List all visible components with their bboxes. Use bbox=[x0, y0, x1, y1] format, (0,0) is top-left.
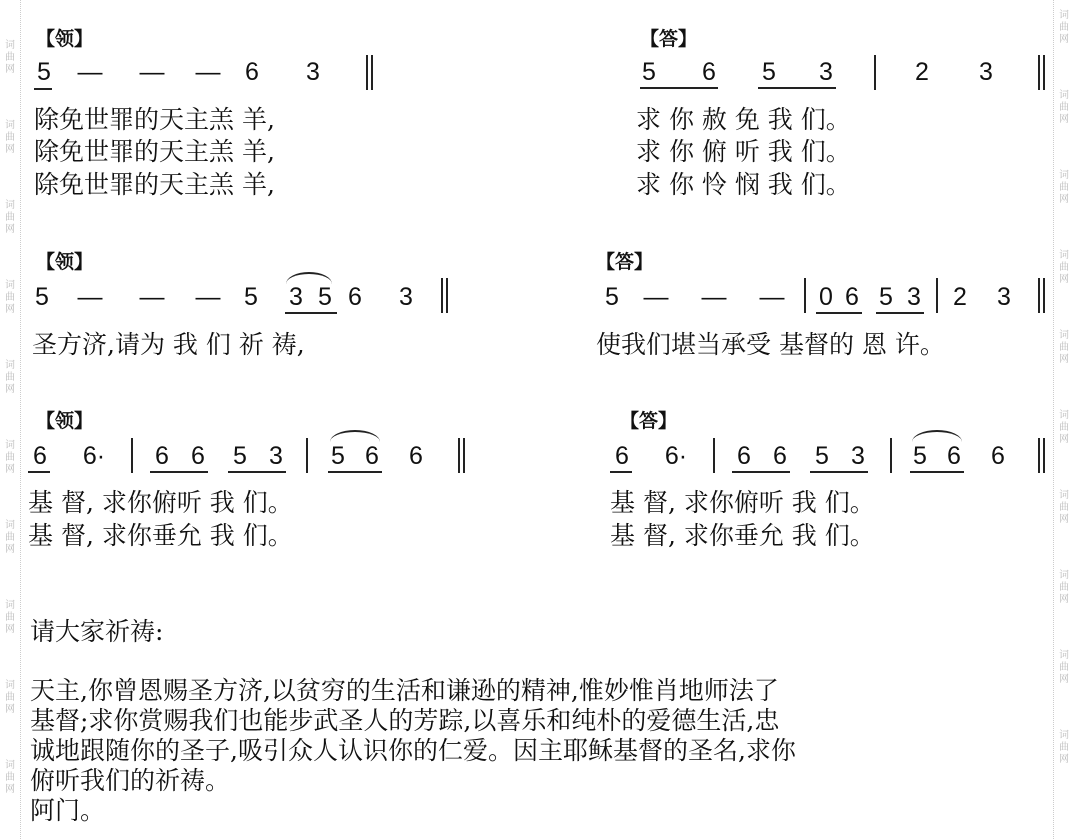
underline bbox=[34, 88, 52, 90]
note: 3 bbox=[997, 283, 1011, 311]
double-barline bbox=[366, 55, 373, 90]
slur bbox=[912, 430, 962, 442]
note: 3 bbox=[819, 58, 833, 86]
underline bbox=[732, 471, 790, 473]
watermark: 词曲网 bbox=[5, 760, 15, 795]
underline bbox=[610, 471, 632, 473]
barline bbox=[306, 438, 308, 473]
note: 5 bbox=[331, 442, 345, 470]
note: 5 bbox=[233, 442, 247, 470]
barline bbox=[874, 55, 876, 90]
double-barline bbox=[458, 438, 465, 473]
lead-lyric-line: 除免世罪的天主羔 羊, bbox=[34, 137, 275, 166]
note: 0 bbox=[819, 283, 833, 311]
answer-label: 【答】 bbox=[640, 28, 698, 50]
watermark: 词曲网 bbox=[1059, 650, 1069, 685]
note: 5 bbox=[815, 442, 829, 470]
underline bbox=[758, 87, 836, 89]
prayer-line: 天主,你曾恩赐圣方济,以贫穷的生活和谦逊的精神,惟妙惟肖地师法了 bbox=[30, 676, 779, 705]
double-barline bbox=[1038, 55, 1045, 90]
lead-label: 【领】 bbox=[36, 251, 94, 273]
note: 3 bbox=[979, 58, 993, 86]
double-barline bbox=[1038, 278, 1045, 313]
note: 6 bbox=[947, 442, 961, 470]
answer-lyric-line: 求 你 俯 听 我 们。 bbox=[636, 137, 851, 166]
note: 6 bbox=[773, 442, 787, 470]
note: 3 bbox=[399, 283, 413, 311]
note: 2 bbox=[915, 58, 929, 86]
watermark: 词曲网 bbox=[5, 40, 15, 75]
note: 3 bbox=[907, 283, 921, 311]
note: 5 bbox=[762, 58, 776, 86]
note: 6 bbox=[409, 442, 423, 470]
double-barline bbox=[441, 278, 448, 313]
answer-label: 【答】 bbox=[620, 410, 678, 432]
lead-lyric-line: 除免世罪的天主羔 羊, bbox=[34, 105, 275, 134]
watermark: 词曲网 bbox=[5, 440, 15, 475]
watermark: 词曲网 bbox=[1059, 490, 1069, 525]
note: 3 bbox=[269, 442, 283, 470]
slur bbox=[330, 430, 380, 442]
note: 5 bbox=[318, 283, 332, 311]
prayer-line: 俯听我们的祈祷。 bbox=[30, 766, 231, 795]
watermark: 词曲网 bbox=[1059, 10, 1069, 45]
answer-lyric-line: 基 督, 求你垂允 我 们。 bbox=[610, 521, 875, 550]
prayer-line: 阿门。 bbox=[30, 796, 106, 825]
dash: — bbox=[195, 58, 221, 86]
note: 6 bbox=[737, 442, 751, 470]
dash: — bbox=[759, 283, 785, 311]
underline bbox=[28, 471, 50, 473]
lead-lyric-line: 基 督, 求你垂允 我 们。 bbox=[28, 521, 293, 550]
dash: — bbox=[195, 283, 221, 311]
watermark: 词曲网 bbox=[5, 200, 15, 235]
answer-lyric-line: 基 督, 求你俯听 我 们。 bbox=[610, 488, 875, 517]
watermark: 词曲网 bbox=[1059, 250, 1069, 285]
underline bbox=[285, 312, 337, 314]
prayer-heading: 请大家祈祷: bbox=[30, 617, 164, 646]
underline bbox=[810, 471, 868, 473]
barline bbox=[713, 438, 715, 473]
watermark: 词曲网 bbox=[5, 520, 15, 555]
watermark: 词曲网 bbox=[1059, 90, 1069, 125]
note: 5 bbox=[913, 442, 927, 470]
watermark: 词曲网 bbox=[1059, 570, 1069, 605]
underline bbox=[640, 87, 718, 89]
note: 5 bbox=[37, 58, 51, 86]
note: 5 bbox=[879, 283, 893, 311]
answer-lyric-line: 求 你 赦 免 我 们。 bbox=[636, 105, 851, 134]
underline bbox=[150, 471, 208, 473]
note: 5 bbox=[642, 58, 656, 86]
note: 6 bbox=[33, 442, 47, 470]
note: 6 bbox=[365, 442, 379, 470]
note: 3 bbox=[851, 442, 865, 470]
watermark: 词曲网 bbox=[5, 360, 15, 395]
note: 5 bbox=[244, 283, 258, 311]
answer-lyric-line: 使我们堪当承受 基督的 恩 许。 bbox=[596, 330, 945, 359]
lead-lyric-line: 圣方济,请为 我 们 祈 祷, bbox=[32, 330, 305, 359]
lead-label: 【领】 bbox=[36, 410, 94, 432]
prayer-line: 诚地跟随你的圣子,吸引众人认识你的仁爱。因主耶稣基督的圣名,求你 bbox=[30, 736, 796, 765]
slur bbox=[286, 272, 332, 284]
watermark: 词曲网 bbox=[5, 280, 15, 315]
barline bbox=[131, 438, 133, 473]
underline bbox=[228, 471, 286, 473]
lead-lyric-line: 除免世罪的天主羔 羊, bbox=[34, 170, 275, 199]
barline bbox=[804, 278, 806, 313]
left-margin-strip bbox=[0, 0, 21, 839]
underline bbox=[876, 312, 924, 314]
note: 6 bbox=[348, 283, 362, 311]
underline bbox=[328, 471, 382, 473]
dash: — bbox=[139, 58, 165, 86]
lead-label: 【领】 bbox=[36, 28, 94, 50]
watermark: 词曲网 bbox=[1059, 730, 1069, 765]
note: 6 bbox=[245, 58, 259, 86]
watermark: 词曲网 bbox=[5, 120, 15, 155]
note: 6· bbox=[82, 442, 106, 470]
prayer-line: 基督;求你赏赐我们也能步武圣人的芳踪,以喜乐和纯朴的爱德生活,忠 bbox=[30, 706, 780, 735]
dash: — bbox=[643, 283, 669, 311]
barline bbox=[936, 278, 938, 313]
note: 6 bbox=[615, 442, 629, 470]
barline bbox=[890, 438, 892, 473]
note: 6 bbox=[155, 442, 169, 470]
watermark: 词曲网 bbox=[5, 680, 15, 715]
underline bbox=[910, 471, 964, 473]
answer-label: 【答】 bbox=[596, 251, 654, 273]
note: 3 bbox=[289, 283, 303, 311]
lead-lyric-line: 基 督, 求你俯听 我 们。 bbox=[28, 488, 293, 517]
note: 6 bbox=[845, 283, 859, 311]
dash: — bbox=[77, 58, 103, 86]
dash: — bbox=[701, 283, 727, 311]
note: 6 bbox=[991, 442, 1005, 470]
watermark: 词曲网 bbox=[1059, 410, 1069, 445]
dash: — bbox=[77, 283, 103, 311]
watermark: 词曲网 bbox=[1059, 330, 1069, 365]
note: 6· bbox=[664, 442, 688, 470]
note: 5 bbox=[35, 283, 49, 311]
note: 6 bbox=[191, 442, 205, 470]
note: 3 bbox=[306, 58, 320, 86]
right-margin-strip bbox=[1053, 0, 1074, 839]
dash: — bbox=[139, 283, 165, 311]
double-barline bbox=[1038, 438, 1045, 473]
note: 5 bbox=[605, 283, 619, 311]
watermark: 词曲网 bbox=[5, 600, 15, 635]
underline bbox=[816, 312, 862, 314]
note: 6 bbox=[702, 58, 716, 86]
answer-lyric-line: 求 你 怜 悯 我 们。 bbox=[636, 170, 851, 199]
watermark: 词曲网 bbox=[1059, 170, 1069, 205]
note: 2 bbox=[953, 283, 967, 311]
